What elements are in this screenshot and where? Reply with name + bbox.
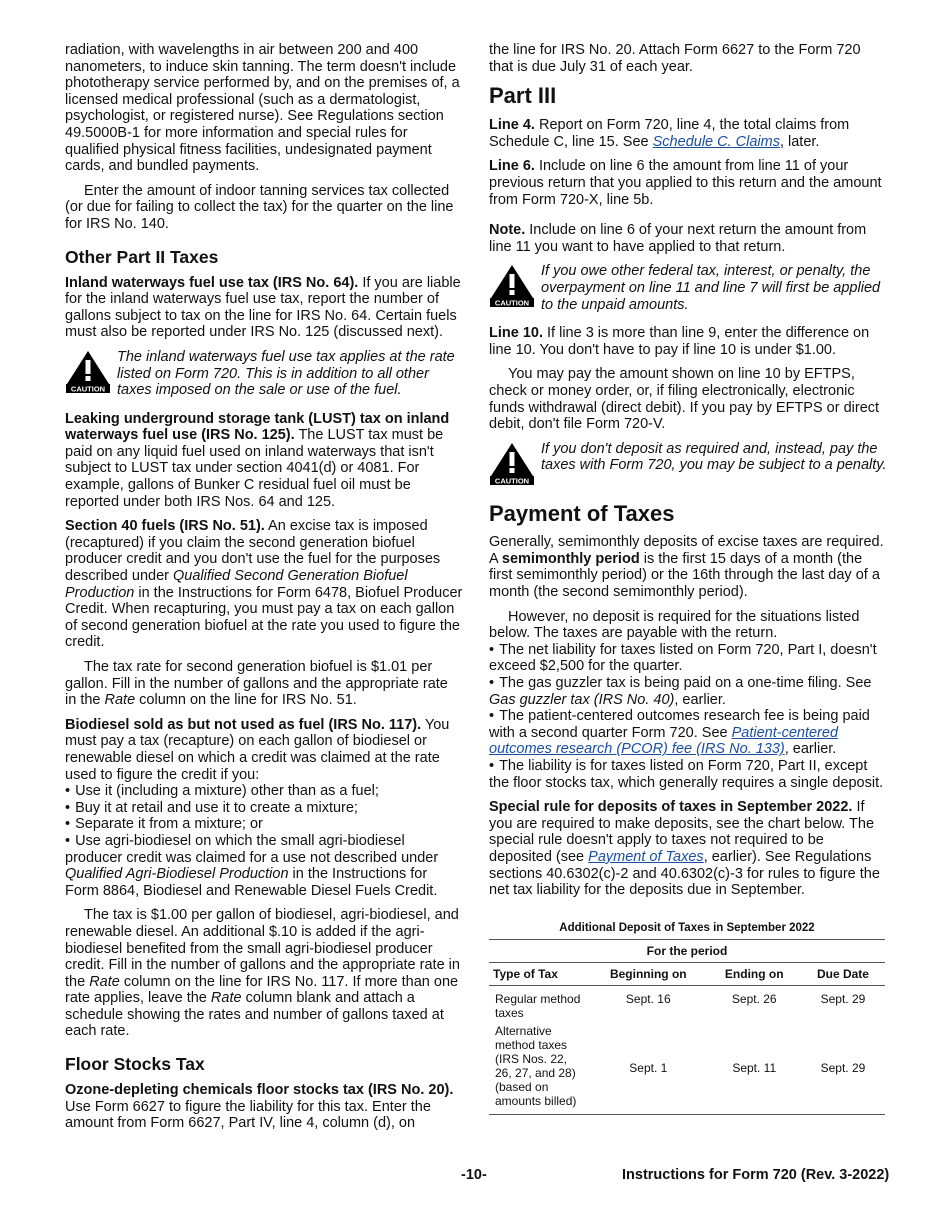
document-title: Instructions for Form 720 (Rev. 3-2022) <box>622 1167 890 1183</box>
section-heading-floor-stocks: Floor Stocks Tax <box>65 1054 205 1075</box>
biodiesel-paragraph: Biodiesel sold as but not used as fuel (IRS No. 117). You must pay a tax (recapture) on each gallon of biodiesel or renewable diesel on which a credit was claimed at the rate used to figure the credit if you: <box>65 716 450 783</box>
paragraph: However, no deposit is required for the situations listed below. The taxes are payable with the return. <box>489 608 860 642</box>
table-row: Alternative method taxes (IRS Nos. 22, 26, 27, and 28) (based on amounts billed) Sept. 1 Sept. 11 Sept. 29 <box>489 1022 885 1115</box>
svg-text:CAUTION: CAUTION <box>494 476 530 485</box>
list-item: • The liability is for taxes listed on Form 720, Part II, except the floor stocks tax, which generally requires a single deposit. <box>489 758 887 791</box>
list-item: • Use it (including a mixture) other than as a fuel; <box>65 783 463 800</box>
section-40-paragraph: Section 40 fuels (IRS No. 51). An excise tax is imposed (recaptured) if you claim the second generation biofuel producer credit and you don't use the fuel for the purposes described under Qualified Second Generation Biofuel Production in the Instructions for Form 6478, Biofuel Producer Credit. When recapturing, you must pay a tax on each gallon of second generation biofuel at the rate you used to figure the credit. <box>65 518 463 651</box>
caution-icon <box>489 263 537 312</box>
paragraph: The tax rate for second generation biofuel is $1.01 per gallon. Fill in the number of gallons and the appropriate rate in the Rate column on the line for IRS No. 51. <box>65 659 448 709</box>
column-header: Ending on <box>724 966 784 981</box>
list-item: • Separate it from a mixture; or <box>65 816 463 833</box>
section-heading-payment-of-taxes: Payment of Taxes <box>489 501 675 527</box>
deposit-table <box>489 921 885 1115</box>
svg-text:CAUTION: CAUTION <box>494 298 530 308</box>
pcor-fee-link[interactable]: Patient-centered outcomes research (PCOR) fee (IRS No. 133) <box>489 724 839 758</box>
list-item: • The net liability for taxes listed on Form 720, Part I, doesn't exceed $2,500 for the quarter. <box>489 642 887 675</box>
line-4-paragraph: Line 4. Report on Form 720, line 4, the total claims from Schedule C, line 15. See Schedule C. Claims, later. <box>489 117 850 150</box>
column-header: Type of Tax <box>493 966 558 981</box>
caution-note <box>489 263 887 313</box>
column-header: Due Date <box>816 966 869 981</box>
caution-text: The inland waterways fuel use tax applies at the rate listed on Form 720. This is in addition to all other taxes imposed on the sale or use of the fuel. <box>117 348 455 399</box>
caution-note <box>65 349 463 399</box>
note-paragraph: Note. Include on line 6 of your next return the amount from line 11 you want to have applied to that return. <box>489 222 867 255</box>
table-caption: Additional Deposit of Taxes in September 2022 <box>559 921 815 934</box>
bullet-list <box>65 783 463 899</box>
caution-text: If you owe other federal tax, interest, or penalty, the overpayment on line 11 and line 7 will first be applied to the unpaid amounts. <box>541 263 881 313</box>
line-6-paragraph: Line 6. Include on line 6 the amount from line 11 of your previous return that you applied to this return and the amount from Form 720-X, line 5b. <box>489 158 882 208</box>
special-rule-paragraph: Special rule for deposits of taxes in September 2022. If you are required to make deposits, see the chart below. The special rule doesn't apply to taxes not required to be deposited (see Payment of Taxes, earlier). See Regulations sections 40.6302(c)-2 and 40.6302(c)-3 for rules to figure the net tax liability for the deposits due in September. <box>489 799 880 899</box>
left-column <box>65 42 463 1140</box>
svg-text:CAUTION: CAUTION <box>70 384 106 393</box>
paragraph: The tax is $1.00 per gallon of biodiesel, agri-biodiesel, and renewable diesel. An additional $.10 is added if the agri-biodiesel benefited from the small agri-biodiesel producer credit. Fill in the number of gallons and the appropriate rate in the Rate column on the line for IRS No. 117. If more than one rate applies, leave the Rate column blank and attach a schedule showing the rates and number of gallons taxed at each rate. <box>65 907 460 1040</box>
page-number: -10- <box>461 1167 487 1183</box>
paragraph: Enter the amount of indoor tanning services tax collected (or due for failing to collect the tax) for the quarter on the line for IRS No. 140. <box>65 182 454 232</box>
line-10-paragraph: Line 10. If line 3 is more than line 9, enter the difference on line 10. You don't have to pay if line 10 is under $1.00. <box>489 325 870 358</box>
right-column <box>489 42 887 1115</box>
list-item: • The gas guzzler tax is being paid on a one-time filing. See Gas guzzler tax (IRS No. 40), earlier. <box>489 675 887 708</box>
paragraph: You may pay the amount shown on line 10 by EFTPS, check or money order, or, if filing electronically, electronic funds withdrawal (direct debit). If you pay by EFTPS or direct debit, don't file Form 720-V. <box>489 366 880 433</box>
section-heading-part-iii: Part III <box>489 83 557 109</box>
caution-icon <box>65 349 113 398</box>
paragraph: Generally, semimonthly deposits of excise taxes are required. A semimonthly period is the first 15 days of a month (the first semimonthly period) or the 16th through the last day of a month (the second semimonthly period). <box>489 534 884 601</box>
caution-icon <box>489 441 537 490</box>
period-header: For the period <box>646 943 728 958</box>
caution-note <box>489 441 887 490</box>
list-item: • Buy it at retail and use it to create a mixture; <box>65 800 463 817</box>
ozone-paragraph: Ozone-depleting chemicals floor stocks tax (IRS No. 20). Use Form 6627 to figure the liability for this tax. Enter the amount from Form 6627, Part IV, line 4, column (d), on <box>65 1082 454 1132</box>
inland-waterways-paragraph: Inland waterways fuel use tax (IRS No. 64). If you are liable for the inland waterways fuel use tax, report the number of gallons subject to tax on the line for IRS No. 64. Certain fuels must also be reported under IRS No. 125 (discussed next). <box>65 274 461 341</box>
list-item: • Use agri-biodiesel on which the small agri-biodiesel producer credit was claimed for a use not described under Qualified Agri-Biodiesel Production in the Instructions for Form 8864, Biodiesel and Renewable Diesel Fuels Credit. <box>65 833 463 899</box>
caution-text: If you don't deposit as required and, instead, pay the taxes with Form 720, you may be subject to a penalty. <box>541 440 887 474</box>
list-item: • The patient-centered outcomes research fee is being paid with a second quarter Form 720. See Patient-centered outcomes research (PCOR) fee (IRS No. 133), earlier. <box>489 708 887 758</box>
section-heading-other-part-ii: Other Part II Taxes <box>65 246 219 267</box>
schedule-c-claims-link[interactable]: Schedule C. Claims <box>652 133 780 150</box>
payment-of-taxes-link[interactable]: Payment of Taxes <box>588 848 704 865</box>
bullet-list <box>489 642 887 791</box>
paragraph: the line for IRS No. 20. Attach Form 6627 to the Form 720 that is due July 31 of each year. <box>489 42 861 75</box>
run-in-heading: Inland waterways fuel use tax (IRS No. 64). <box>65 274 359 291</box>
paragraph: radiation, with wavelengths in air between 200 and 400 nanometers, to induce skin tanning. The term doesn't include phototherapy service performed by, and on the premises of, a licensed medical professional (such as a dermatologist, psychologist, or registered nurse). See Regulations section 49.5000B-1 for more information and special rules for qualified physical fitness facilities, undesignated payment cards, and bundled payments. <box>65 42 460 175</box>
column-header: Beginning on <box>609 966 687 981</box>
lust-paragraph: Leaking underground storage tank (LUST) tax on inland waterways fuel use (IRS No. 125). The LUST tax must be paid on any liquid fuel used on inland waterways that isn't subject to LUST tax under section 4041(d) or 4081. For example, gallons of Bunker C residual fuel oil must be reported under both IRS Nos. 64 and 125. <box>65 410 450 510</box>
table-row: Regular method taxes Sept. 16 Sept. 26 Sept. 29 <box>495 991 866 1020</box>
